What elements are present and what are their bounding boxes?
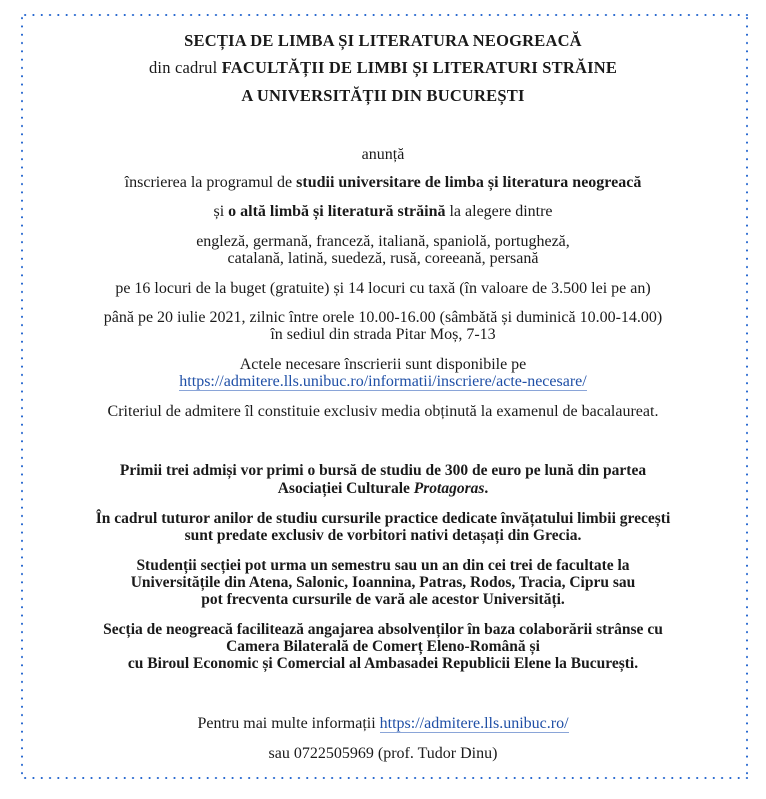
scholarship-suffix: . [484, 480, 489, 497]
admission-site-link[interactable]: https://admitere.lls.unibuc.ro/ [379, 715, 569, 732]
languages-line-2: catalană, latină, suedeză, rusă, coreeană, persană [227, 250, 539, 267]
border-top [21, 14, 748, 16]
courses-line-2: sunt predate exclusiv de vorbitori nativi detașați din Grecia. [184, 527, 582, 544]
places-line: pe 16 locuri de la buget (gratuite) și 14 locuri cu taxă (în valoare de 3.500 lei pe an) [115, 280, 651, 297]
header-university: A UNIVERSITĂȚII DIN BUCUREȘTI [241, 86, 525, 105]
header-faculty-name: FACULTĂȚII DE LIMBI ȘI LITERATURI STRĂINE [221, 58, 618, 77]
admission-criteria: Criteriul de admitere îl constituie exclusiv media obținută la examenul de bacalaureat. [107, 403, 659, 420]
scholarship-line-2 [0, 480, 766, 498]
employment-line-2: Camera Bilaterală de Comerț Eleno-Română și [226, 638, 540, 655]
employment-line-1: Secția de neogreacă facilitează angajarea absolvenților în baza colaborării strânse cu [103, 621, 663, 638]
program-prefix: înscrierea la programul de [124, 174, 293, 191]
border-bottom [21, 777, 748, 779]
exchange-line-2: Universitățile din Atena, Salonic, Ioannina, Patras, Rodos, Tracia, Cipru sau [130, 574, 636, 591]
scholarship-prefix: Asociației Culturale [277, 480, 410, 497]
employment-line-3: cu Biroul Economic și Comercial al Ambasadei Republicii Elene la București. [127, 655, 639, 672]
scholarship-line-1: Primii trei admiși vor primi o bursă de studiu de 300 de euro pe lună din partea [119, 462, 647, 479]
program-line [0, 174, 766, 192]
header-title: SECȚIA DE LIMBA ȘI LITERATURA NEOGREACĂ [184, 31, 582, 50]
second-suffix: la alegere dintre [449, 203, 553, 220]
program-name: studii universitare de limba și literatura neogreacă [296, 174, 642, 191]
documents-text: Actele necesare înscrierii sunt disponibile pe [239, 356, 527, 373]
courses-line-1: În cadrul tuturor anilor de studiu cursurile practice dedicate învățatului limbii grecești [95, 510, 671, 527]
documents-link[interactable]: https://admitere.lls.unibuc.ro/informatii/inscriere/acte-necesare/ [179, 373, 587, 390]
documents-link-line [0, 373, 766, 391]
header-faculty [0, 58, 766, 78]
exchange-line-1: Studenții secției pot urma un semestru sau un an din cei trei de facultate la [136, 557, 630, 574]
second-language: o altă limbă și literatură străină [228, 203, 446, 220]
schedule-line-1: până pe 20 iulie 2021, zilnic între orele 10.00-16.00 (sâmbătă și duminică 10.00-14.00) [103, 309, 663, 326]
announcement-verb: anunță [361, 146, 405, 163]
contact-phone: sau 0722505969 (prof. Tudor Dinu) [268, 745, 498, 762]
exchange-line-3: pot frecventa cursurile de vară ale acestor Universități. [201, 591, 565, 608]
header-faculty-prefix: din cadrul [148, 58, 218, 77]
schedule-line-2: în sediul din strada Pitar Moș, 7-13 [270, 326, 496, 343]
second-language-line [0, 203, 766, 221]
contact-info-line [0, 715, 766, 733]
second-prefix: și [213, 203, 225, 220]
contact-info-prefix: Pentru mai multe informații [197, 715, 376, 732]
languages-line-1: engleză, germană, franceză, italiană, spaniolă, portugheză, [196, 233, 570, 250]
association-name: Protagoras [413, 480, 485, 497]
